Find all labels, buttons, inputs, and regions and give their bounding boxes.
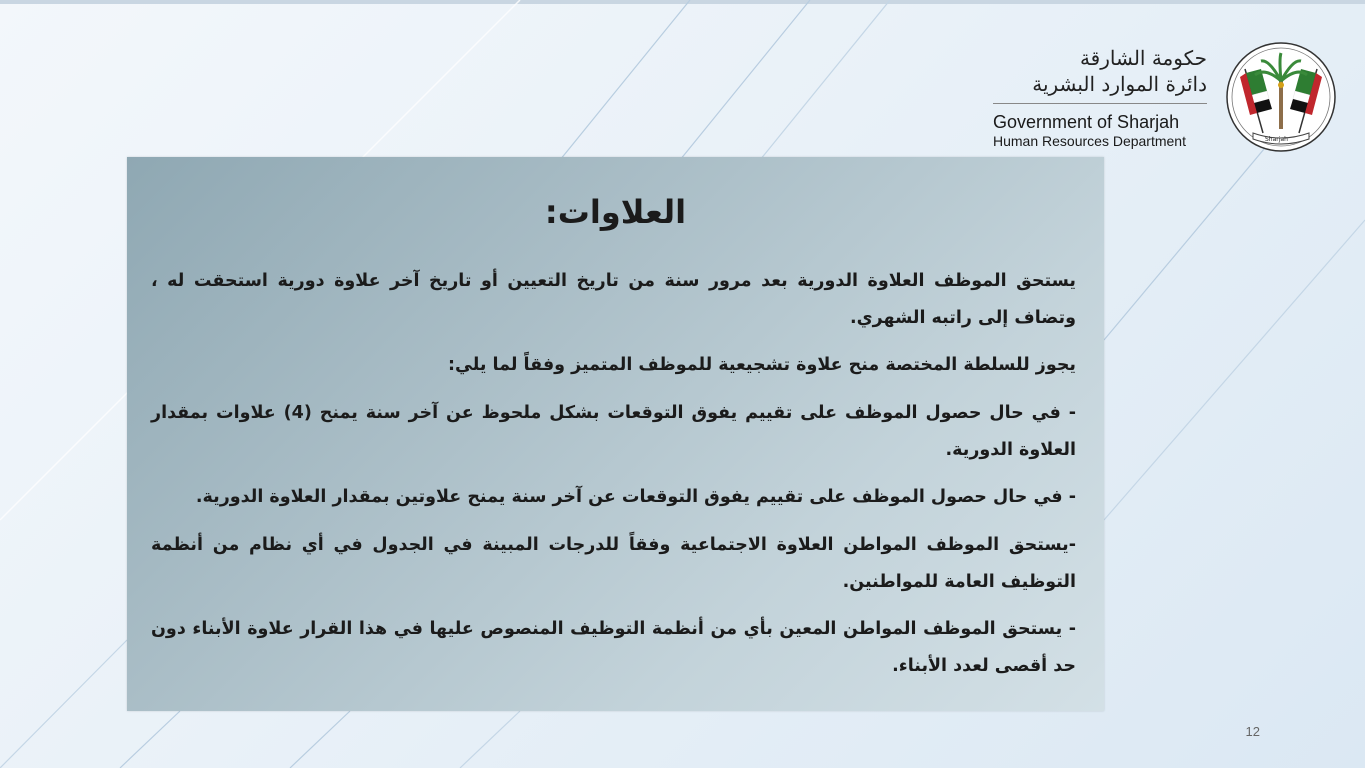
page-number: 12 <box>1245 724 1260 739</box>
paragraph-incentive-intro: يجوز للسلطة المختصة منح علاوة تشجيعية للموظف المتميز وفقاً لما يلي: <box>448 355 1076 375</box>
department-title-en: Human Resources Department <box>993 132 1186 149</box>
paragraph-periodic-allowance: يستحق الموظف العلاوة الدورية بعد مرور سنة من تاريخ التعيين أو تاريخ آخر علاوة دورية استحقت له ، وتضاف إلى راتبه الشهري. <box>151 271 1076 328</box>
paragraph-four-allowances: - في حال حصول الموظف على تقييم يفوق التوقعات بشكل ملحوظ عن آخر سنة يمنح (4) علاوات بمقدار العلاوة الدورية. <box>151 403 1077 460</box>
arabic-government-title: حكومة الشارقة <box>1079 45 1207 70</box>
slide-title: العلاوات: <box>544 193 687 231</box>
emblem-caption: Sharjah <box>1265 136 1288 143</box>
header <box>993 34 1337 160</box>
arabic-department-title: دائرة الموارد البشرية <box>1032 71 1207 96</box>
content-box <box>127 157 1104 711</box>
header-text <box>993 45 1207 150</box>
header-divider <box>993 103 1207 104</box>
government-title-en: Government of Sharjah <box>993 111 1180 132</box>
paragraph-social-allowance: -يستحق الموظف المواطن العلاوة الاجتماعية وفقاً للدرجات المبينة في الجدول في أي نظام من أنظمة التوظيف العامة للمواطنين. <box>151 535 1076 592</box>
sharjah-emblem-icon <box>1225 41 1337 153</box>
paragraph-children-allowance: - يستحق الموظف المواطن المعين بأي من أنظمة التوظيف المنصوص عليها في هذا القرار علاوة الأبناء دون حد أقصى لعدد الأبناء. <box>151 619 1076 676</box>
paragraph-two-allowances: - في حال حصول الموظف على تقييم يفوق التوقعات عن آخر سنة يمنح علاوتين بمقدار العلاوة الدورية. <box>195 487 1076 507</box>
